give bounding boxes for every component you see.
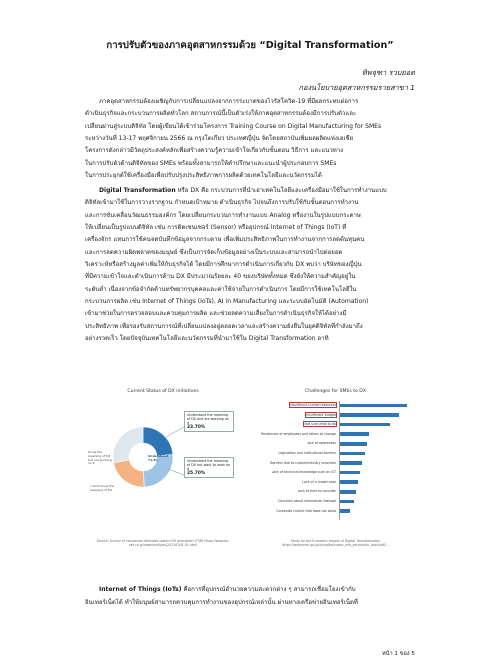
bar: [339, 509, 350, 513]
bar-category-label: Resistance of employees and others to change: [261, 431, 336, 436]
bar-category-label: Lack of technical knowledge such as ICT: [271, 470, 336, 475]
paragraph-line: ในการปรับตัวด้านดิจิทัลของ SMEs พร้อมทั้งสามารถให้คำปรึกษาและแนะนำผู้ประกอบการ SMEs: [85, 159, 337, 167]
bar: [339, 423, 390, 427]
author-name: ทิพจุฑา รวบยอด: [361, 68, 415, 77]
figure-left-source: Source: Survey of companies attitudes toward DX promotion (TSR) https://www.tsr-net.co.jp/news/analysis/20210208_01.html: [96, 539, 230, 548]
paragraph-line: เครื่องจักร แทนการใช้คนจดบันทึกข้อมูลจากกระดาษ เพื่อเพิ่มประสิทธิภาพในการทำงานจากการลดต้นทุนคน: [85, 236, 365, 244]
bar-category-label: Lack of awareness: [306, 441, 336, 446]
bar-category-label: Barriers due to culture/industry practices: [270, 460, 336, 465]
label-understood: Understood 71.8%: [148, 454, 168, 462]
paragraph-line: ดิจิทัลเข้ามาใช้ในการวางรากฐาน กำหนดเป้าหมาย ดำเนินธุรกิจ ไปจนถึงการปรับใช้กับขั้นตอนการทำงาน: [85, 199, 359, 207]
byline: [299, 65, 415, 95]
paragraph-line: ภาคอุตสาหกรรมต้องเผชิญกับการเปลี่ยนแปลงจากการระบาดของไวรัสโควิด-19 ที่มีผลกระทบต่อการ: [99, 98, 359, 105]
bar: [339, 413, 399, 417]
page-number: หน้า 1 ของ 5: [381, 651, 415, 657]
bar: [339, 490, 356, 494]
paragraph-line: โครงการดังกล่าวมีวัตถุประสงค์หลักเพื่อสร้างความรู้ความเข้าใจเกี่ยวกับขั้นตอน วิธีการ และแนวทาง: [85, 147, 344, 155]
callout-working-pct: 23.70%: [187, 424, 206, 430]
paragraph-line: เปลี่ยนผ่านสู่ระบบดิจิทัล โดยผู้เขียนได้เข้าร่วมโครงการ Training Course on Digital Manufacturing for SMEs: [85, 122, 382, 130]
bar-category-label: Not sure what to do: [304, 422, 336, 427]
dx-term: Digital Transformation: [99, 187, 176, 194]
paragraph-line: ระหว่างวันที่ 13-17 พฤศจิกายน 2566 ณ กรุงโตเกียว ประเทศญี่ปุ่น จัดโดยสถาบันเพิ่มผลผลิตแห่งเอเชีย: [85, 135, 354, 143]
callout-working-text: Understand the meaning of DX and are working on it: [187, 413, 229, 426]
iot-term: Internet of Things (IoTs): [99, 586, 182, 593]
dx-intro-text: หรือ DX คือ กระบวนการที่นำเอาเทคโนโลยีและเครื่องมือมาใช้ในการทำงานแบบ: [175, 187, 387, 194]
bar-category-label: Insufficient budget: [306, 412, 336, 417]
paragraph-line: ให้เปลี่ยนเป็นรูปแบบดิจิทัล เช่น การติดเซนเซอร์ (Sensor) หรืออุปกรณ์ Internet of Things (IoT) ที่: [85, 224, 347, 232]
callout-want: [184, 457, 234, 478]
donut-slice-3: [113, 427, 143, 463]
bar-category-label: Lack of time to consider: [297, 489, 336, 494]
paragraph-line: และการลดความผิดพลาดของมนุษย์ ซึ่งเป็นการจัดเก็บข้อมูลอย่างเป็นระบบและสามารถนำไปต่อยอด: [85, 248, 343, 256]
figure-right-title: Challenges for SMEs to DX: [305, 389, 366, 394]
paragraph-line: อย่างรวดเร็ว โดยปัจจุบันเทคโนโลยีและนวัตกรรมที่นำมาใช้ใน Digital Transformation อาทิ: [85, 335, 329, 343]
callout-working: [184, 411, 234, 432]
paragraph-dx-definition: [85, 185, 418, 345]
figure-right-source: Study on the Economic Impact of Digital Transformation https://www.meti.go.jp/shingikai/mono_info_service/dx_toshi/pdf/...: [282, 539, 389, 548]
paragraph-intro: [85, 96, 418, 182]
paragraph-iot: [85, 583, 418, 609]
bar: [339, 452, 365, 456]
bar-category-label: Insufficient human resources: [289, 403, 336, 407]
paragraph-line: [85, 185, 418, 197]
iot-intro-text: คือการที่อุปกรณ์อำนวยความสะดวกต่าง ๆ สามารถเชื่อมโยงเข้ากับ: [181, 586, 356, 593]
bar: [339, 471, 360, 475]
bar-category-label: Lack of a model case: [302, 479, 336, 484]
bar-axis: [339, 401, 340, 520]
document-title: การปรับตัวของภาคอุตสาหกรรมด้วย “Digital Transformation”: [106, 40, 394, 51]
paragraph-line: วิเคราะห์หรือสร้างมูลค่าเพิ่มให้กับธุรกิจได้ โดยมีการศึกษาการดำเนินการเกี่ยวกับ DX พบว่า บริษัทของญี่ปุ่น: [85, 261, 362, 269]
donut-slice-0: [143, 427, 173, 456]
paragraph-line: อินเทอร์เน็ตได้ ทำให้มนุษย์สามารถควบคุมการทำงานของอุปกรณ์เหล่านั้น ผ่านทางเครือข่ายอินเทอร์เน็ตที่: [85, 599, 358, 606]
bar: [339, 432, 369, 436]
callout-want-text: Understand the meaning of DX but want to work on it: [187, 459, 231, 472]
bar: [339, 500, 354, 504]
figure-dx-challenges: [258, 389, 413, 554]
paragraph-line: ประสิทธิภาพ เพื่อรองรับสถานการณ์ที่เปลี่ยนแปลงอยู่ตลอดเวลาและสร้างความยั่งยืนในยุคดิจิทัลที่กำลังมาถึง: [85, 322, 363, 330]
bar: [339, 461, 362, 465]
paragraph-line: ที่มีความเข้าใจและดำเนินการด้าน DX มีประมาณร้อยละ 40 ของบริษัททั้งหมด ซึ่งยังให้ความสำคัญอยู่ใน: [85, 273, 356, 281]
label-know-not-working: Know the meaning of DX but not working on it: [88, 450, 112, 466]
paragraph-line: ระดับต่ำ เนื่องจากข้อจำกัดด้านทรัพยากรบุคคลและค่าใช้จ่ายในการดำเนินการ โดยมีการใช้เทคโนโลยีใน: [85, 285, 357, 293]
bar: [339, 404, 407, 408]
paragraph-line: กระบวนการผลิต เช่น Internet of Things (IoTs), AI in Manufacturing และระบบอัตโนมัติ (Automation): [85, 298, 369, 306]
figure-dx-charts: [88, 389, 413, 554]
bar: [339, 442, 367, 446]
figure-left-title: Current Status of DX initiatives: [127, 389, 199, 394]
author-org: กองนโยบายอุตสาหกรรมรายสาขา 1: [298, 83, 415, 92]
paragraph-line: ในการประยุกต์ใช้เครื่องมือเพื่อปรับปรุงประสิทธิภาพการผลิตด้วยเทคโนโลยีและนวัตกรรมได้: [85, 172, 322, 180]
paragraph-line: ดำเนินธุรกิจและกระบวนการผลิตทั่วโลก สถานการณ์นี้เป็นตัวเร่งให้ภาคอุตสาหกรรมต้องมีการปรับตัวและ: [85, 110, 357, 118]
callout-want-pct: 25.70%: [187, 470, 206, 476]
paragraph-line: [85, 583, 418, 596]
bar-chart: [258, 397, 413, 527]
paragraph-line: เข้ามาช่วยในการตรวจสอบและควบคุมการผลิต และช่วยลดความเสี่ยงในการดำเนินธุรกิจให้ได้อย่างมี: [85, 310, 347, 318]
bar-category-label: Legislation and institutional barriers: [278, 451, 336, 455]
paragraph-line: และการขับเคลื่อนวัฒนธรรมองค์กร โดยเปลี่ยนกระบวนการทำงานแบบ Analog หรืองานในรูปแบบกระดาษ: [85, 211, 361, 219]
donut-slice-2: [114, 460, 145, 487]
label-dont-know: I don't know the meaning of DX: [90, 484, 115, 492]
bar-category-label: Concerns about information leakage: [277, 499, 336, 503]
bar: [339, 480, 358, 484]
bar-category-label: Corporate culture that does not allow: [276, 508, 336, 513]
figure-dx-status: [88, 389, 238, 554]
